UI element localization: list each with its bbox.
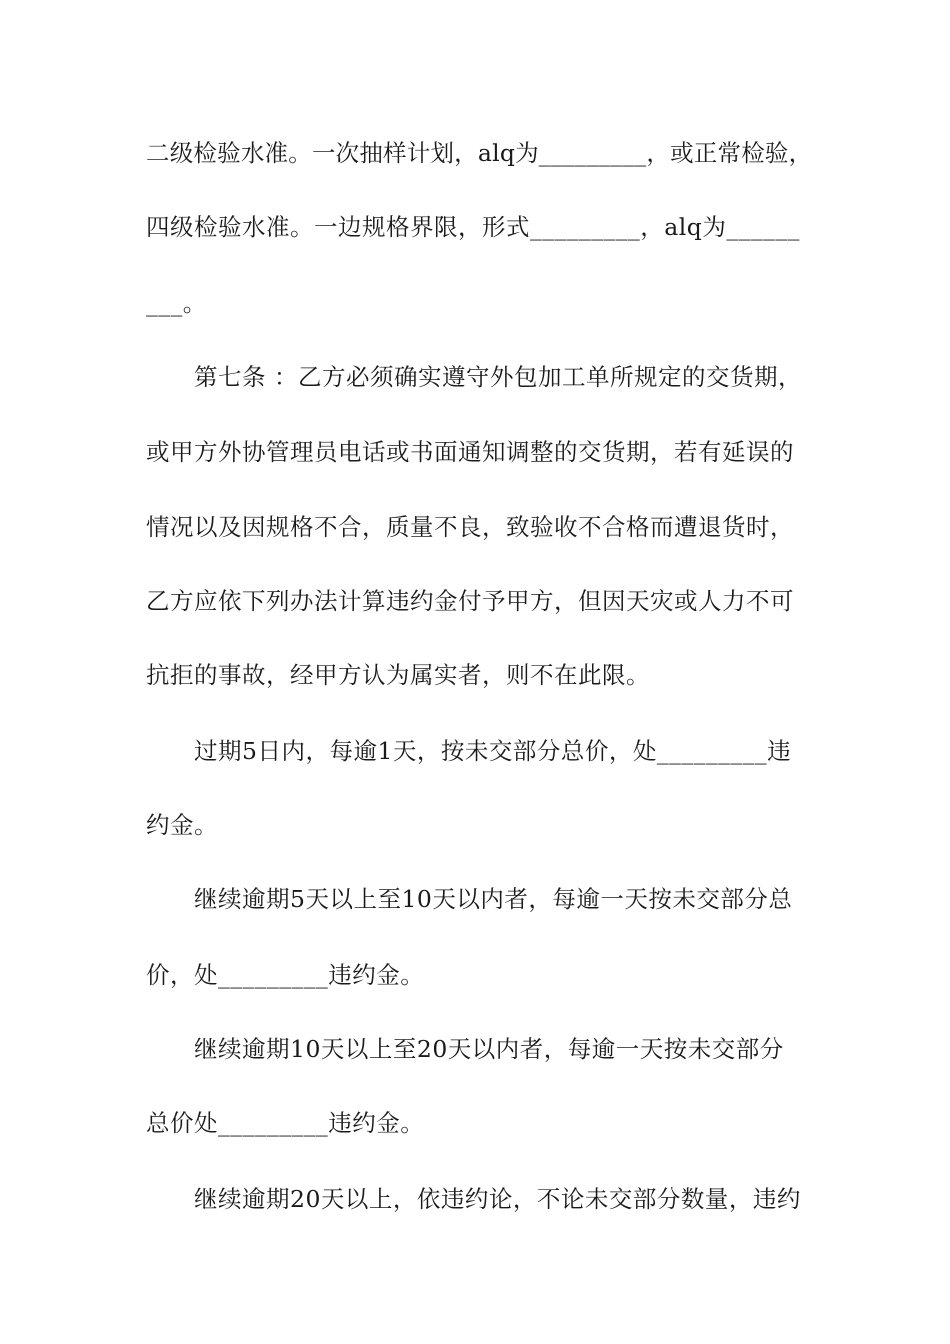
text-line-6: 情况以及因规格不合，质量不良，致验收不合格而遭退货时， — [146, 513, 794, 541]
text-line-8: 抗拒的事故，经甲方认为属实者，则不在此限。 — [146, 661, 650, 689]
text-line-1: 二级检验水准。一次抽样计划，alq为_________，或正常检验， — [146, 139, 813, 167]
paragraph-penalty-10-days: 继续逾期5天以上至10天以内者，每逾一天按未交部分总 — [194, 885, 793, 913]
text-line-3: ___。 — [146, 289, 207, 317]
text-line-5: 或甲方外协管理员电话或书面通知调整的交货期，若有延误的 — [146, 438, 794, 466]
paragraph-penalty-20-days: 继续逾期10天以上至20天以内者，每逾一天按未交部分 — [194, 1035, 784, 1063]
paragraph-penalty-5-days: 过期5日内，每逾1天，按未交部分总价，处_________违 — [194, 737, 792, 765]
paragraph-article-7-start: 第七条 ：乙方必须确实遵守外包加工单所规定的交货期， — [194, 363, 802, 391]
text-line-10: 约金。 — [146, 811, 218, 839]
text-line-2: 四级检验水准。一边规格界限，形式_________，alq为______ — [146, 213, 800, 241]
text-line-14: 总价处_________违约金。 — [146, 1109, 425, 1137]
text-line-12: 价，处_________违约金。 — [146, 961, 425, 989]
text-line-7: 乙方应依下列办法计算违约金付予甲方，但因天灾或人力不可 — [146, 587, 794, 615]
paragraph-penalty-over-20-days: 继续逾期20天以上，依违约论，不论未交部分数量，违约 — [194, 1185, 801, 1213]
